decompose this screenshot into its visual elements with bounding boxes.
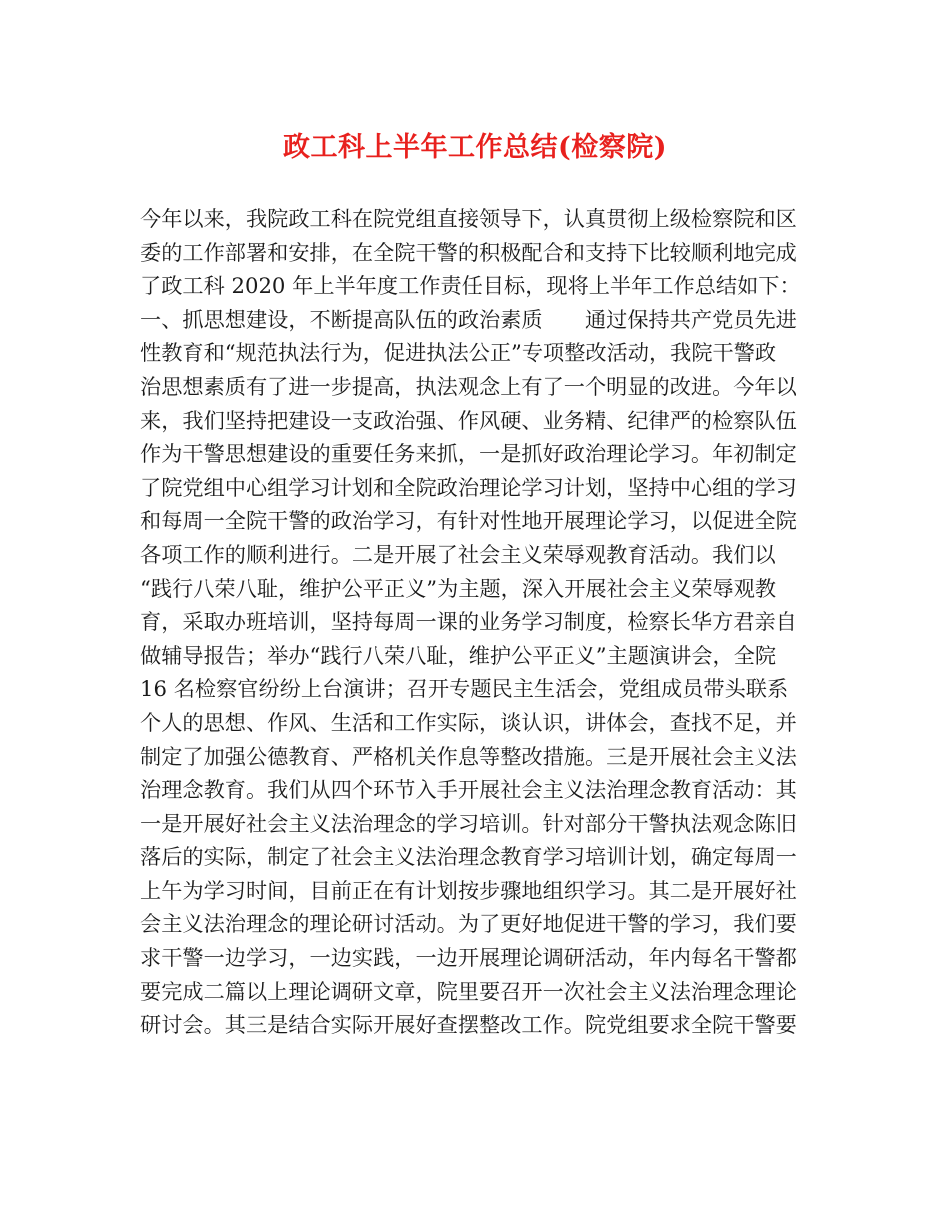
document-body — [140, 202, 815, 1042]
body-line: “践行八荣八耻，维护公平正义”为主题，深入开展社会主义荣辱观教 — [140, 575, 777, 601]
body-line: 来，我们坚持把建设一支政治强、作风硬、业务精、纪律严的检察队伍 — [140, 407, 797, 433]
body-line: 育，采取办班培训，坚持每周一课的业务学习制度，检察长华方君亲自 — [140, 609, 797, 635]
body-line: 要完成二篇以上理论调研文章，院里要召开一次社会主义法治理念理论 — [140, 978, 797, 1004]
body-line: 了院党组中心组学习计划和全院政治理论学习计划，坚持中心组的学习 — [140, 474, 797, 500]
document-title: 政工科上半年工作总结(检察院) — [282, 132, 668, 163]
body-line: 一、抓思想建设，不断提高队伍的政治素质 通过保持共产党员先进 — [140, 306, 797, 332]
body-line: 会主义法治理念的理论研讨活动。为了更好地促进干警的学习，我们要 — [140, 911, 797, 937]
body-line: 16 名检察官纷纷上台演讲；召开专题民主生活会，党组成员带头联系 — [140, 676, 789, 702]
body-line: 上午为学习时间，目前正在有计划按步骤地组织学习。其二是开展好社 — [140, 877, 797, 903]
body-line: 治思想素质有了进一步提高，执法观念上有了一个明显的改进。今年以 — [140, 373, 797, 399]
body-line: 各项工作的顺利进行。二是开展了社会主义荣辱观教育活动。我们以 — [140, 541, 776, 567]
body-line: 治理念教育。我们从四个环节入手开展社会主义法治理念教育活动：其 — [140, 777, 797, 803]
body-line: 一是开展好社会主义法治理念的学习培训。针对部分干警执法观念陈旧 — [140, 810, 797, 836]
body-line: 求干警一边学习，一边实践，一边开展理论调研活动，年内每名干警都 — [140, 945, 797, 971]
body-line: 落后的实际，制定了社会主义法治理念教育学习培训计划，确定每周一 — [140, 844, 797, 870]
body-line: 研讨会。其三是结合实际开展好查摆整改工作。院党组要求全院干警要 — [140, 1012, 797, 1038]
body-line: 委的工作部署和安排，在全院干警的积极配合和支持下比较顺利地完成 — [140, 239, 797, 265]
body-line: 今年以来，我院政工科在院党组直接领导下，认真贯彻上级检察院和区 — [140, 206, 797, 231]
body-line: 做辅导报告；举办“践行八荣八耻，维护公平正义”主题演讲会，全院 — [140, 642, 777, 668]
body-line: 和每周一全院干警的政治学习，有针对性地开展理论学习，以促进全院 — [140, 508, 797, 534]
body-line: 个人的思想、作风、生活和工作实际，谈认识，讲体会，查找不足，并 — [140, 709, 797, 735]
body-line: 性教育和“规范执法行为，促进执法公正”专项整改活动，我院干警政 — [140, 340, 777, 366]
body-line: 了政工科 2020 年上半年度工作责任目标，现将上半年工作总结如下： — [140, 273, 801, 299]
body-line: 作为干警思想建设的重要任务来抓，一是抓好政治理论学习。年初制定 — [140, 441, 797, 467]
body-line: 制定了加强公德教育、严格机关作息等整改措施。三是开展社会主义法 — [140, 743, 797, 769]
